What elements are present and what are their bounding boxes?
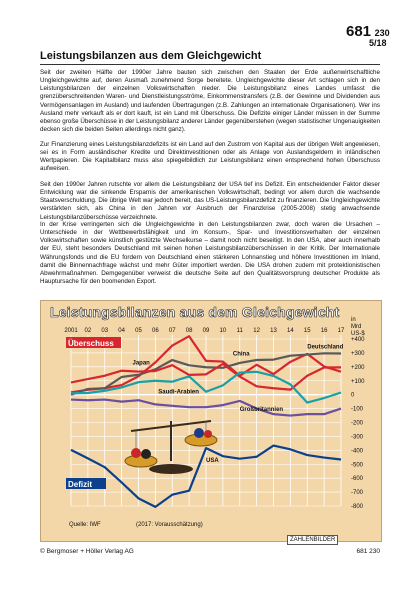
x-tick-label: 07 [168,328,176,334]
unit-label-1: in [351,317,356,323]
x-tick-label: 03 [101,328,109,334]
series-label: Großbritannien [239,406,284,413]
x-tick-label: 02 [84,328,92,334]
y-tick-label: -600 [351,476,364,483]
series-label: China [232,351,250,358]
y-tick-label: -200 [351,420,364,427]
chart-panel [40,300,382,542]
x-tick-label: 12 [253,328,260,334]
x-tick-label: 10 [219,328,227,334]
brand-badge: ZAHLENBILDER [287,535,338,545]
series-label: Deutschland [307,344,344,351]
y-tick-label: -500 [351,462,364,469]
y-tick-label: +100 [351,378,365,385]
y-tick-label: +200 [351,364,365,371]
x-tick-label: 14 [287,328,294,334]
unit-label-3: US-$ [351,331,365,337]
x-tick-label: 13 [270,328,277,334]
series-label: USA [206,458,219,465]
note-label: (2017: Vorausschätzung) [136,522,203,528]
x-tick-label: 17 [337,328,345,334]
y-tick-label: -800 [351,504,364,510]
y-tick-label: +300 [351,350,365,357]
y-tick-label: -400 [351,448,364,455]
page-title: Leistungsbilanzen aus dem Gleichgewicht [40,50,262,62]
paragraph-3: Seit den 1990er Jahren rutschte vor allem die Leistungsbilanz der USA tief ins Defizit. Ein entscheidender Faktor dieser Entwicklung war die sinkende Ersparnis der amerikanischen Volkswirtschaft, bedingt vor allem durch die wachsende Staatsverschuldung. Die übrige Welt war jedoch bereit, das US-Leistungsbilanzdefizit zu finanzieren. Die Ungleichgewichte verstärkten sich, als China in den Jahren vor Ausbruch der Finanzkrise (2005-2008) stetig anwachsende Leistungsbilanzüberschüsse verzeichnete. [40,181,380,221]
y-tick-label: +400 [351,337,365,343]
x-tick-label: 2001 [64,328,78,334]
paragraph-2: Zur Finanzierung eines Leistungsbilanzdefizits ist ein Land auf den Zustrom von Kapital aus der übrigen Welt angewiesen, sei es in Form ausländischer Kredite und Direktinvestitionen oder als Anlage von Auslandsgeldern in inländischen Wertpapieren. Die Kapitalbilanz muss also spiegelbildlich zur Leistungsbilanz einen entsprechend hohen Überschuss aufweisen. [40,141,380,173]
publisher: © Bergmoser + Höller Verlag AG [40,548,134,555]
y-tick-label: -300 [351,434,364,441]
series-label: Saudi-Arabien [158,389,199,396]
source-label: Quelle: IWF [69,522,101,528]
x-tick-label: 15 [303,328,311,334]
x-tick-label: 09 [202,328,210,334]
x-tick-label: 08 [185,328,193,334]
x-tick-label: 05 [135,328,142,334]
line-chart [41,301,381,541]
x-tick-label: 04 [118,328,125,334]
surplus-label: Überschuss [68,339,114,348]
chart-title: Leistungsbilanzen aus dem Gleichgewicht [50,304,340,320]
series-label: Japan [132,360,150,367]
paragraph-1: Seit der zweiten Hälfte der 1990er Jahre bauten sich zwischen den Staaten der Erde außenwirtschaftliche Ungleichgewichte auf, deren Ausmaß zunehmend Sorge bereitete. Ungleichgewichte dieser Art schlagen sich in den Leistungsbilanzen der einzelnen Volkswirtschaften nieder. Die Leistungsbilanz eines Landes umfasst die grenzüberschreitenden Waren- und Dienstleistungsströme, Einkommenstransfers (z.B. der Gewinne und Dividenden aus Vermögensanlagen im Ausland) und laufenden Übertragungen (z.B. Zahlungen an internationale Organisationen). Wer ins Ausland mehr verkauft als er dort kauft, ist ein Land mit Überschuss. Die Defizite einiger Länder müssen in der Summe ebenso große Überschüsse in der Leistungsbilanz anderer Länder gegenüberstehen (wegen statistischer Ungenauigkeiten decken sich die beiden Seiten allerdings nicht ganz). [40,69,380,134]
y-tick-label: 0 [351,392,355,399]
sheet-number: 681 230 [346,23,390,40]
sheet-code: 681 230 [356,548,380,555]
y-tick-label: -700 [351,490,364,497]
x-tick-label: 11 [236,328,243,334]
y-tick-label: -100 [351,406,364,413]
unit-label-2: Mrd [351,324,362,330]
sheet-date: 5/18 [369,38,387,48]
x-tick-label: 16 [320,328,328,334]
x-tick-label: 06 [152,328,159,334]
deficit-label: Defizit [68,480,92,489]
title-rule [40,64,380,65]
paragraph-4: In der Krise verringerten sich die Ungleichgewichte in den Leistungsbilanzen zwar, doch waren die Ursachen – Unterschiede in der Wettbewerbsfähigkeit und im Konsum-, Spar- und Investitionsverhalten der einzelnen Volkswirtschaften sowie künstlich gestützte Wechselkurse – damit noch nicht beseitigt. In den USA, aber auch innerhalb der EU, steht besonders Deutschland mit seinen hohen Leistungsbilanzüberschüssen in der Kritik. Der Internationale Währungsfonds und die EU fordern von Deutschland einen stärkeren Lohnanstieg und höhere Investitionen im Inland, damit die Binnennachfrage wächst und mehr Güter importiert werden. Die USA drohen zudem mit protektionistischen Abwehrmaßnahmen. Demgegenüber verweist die deutsche Seite auf den Qualitätsvorsprung deutscher Produkte als Hauptursache für den boomenden Export. [40,221,380,286]
